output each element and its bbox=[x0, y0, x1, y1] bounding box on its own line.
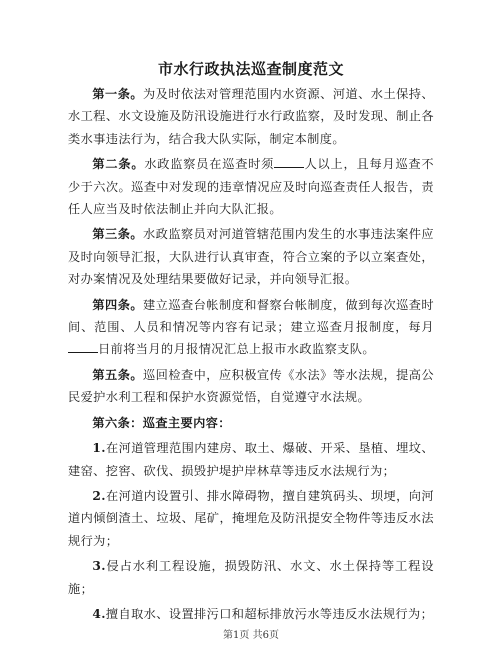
article-label: 第六条： bbox=[92, 415, 143, 430]
fill-blank bbox=[274, 155, 304, 168]
article-4 bbox=[68, 294, 434, 361]
article-text: 为及时依法对管理范围内水资源、河道、水土保持、水工程、水文设施及防汛设施进行水行政监察，及时发现、制止各类水事违法行为，结合我大队实际，制定本制度。 bbox=[68, 87, 434, 146]
article-text: 巡查主要内容： bbox=[142, 415, 231, 430]
article-text: 水政监察员对河道管辖范围内发生的水事违法案件应及时向领导汇报，大队进行认真审查，符合立案的予以立案查处，对办案情况及处理结果要做好记录，并向领导汇报。 bbox=[68, 227, 434, 287]
article-2 bbox=[68, 153, 434, 220]
list-item-text: 在河道内设置引、排水障碍物，擅自建筑码头、坝埂，向河道内倾倒渣土、垃圾、尾矿，掩埋危及防汛提安全物件等违反水法规行为； bbox=[68, 488, 434, 548]
article-6 bbox=[68, 412, 434, 434]
article-text: 巡回检查中，应积极宣传《水法》等水法规，提高公民爱护水利工程和保护水资源觉悟，自觉遵守水法规。 bbox=[68, 367, 434, 405]
list-item bbox=[68, 555, 434, 600]
article-label: 第五条。 bbox=[92, 367, 144, 382]
article-1 bbox=[68, 83, 434, 150]
article-text: 水政监察员在巡查时须 bbox=[144, 157, 275, 172]
list-item-number: 3. bbox=[92, 559, 106, 574]
article-3 bbox=[68, 223, 434, 290]
list-item-number: 1. bbox=[92, 441, 106, 456]
list-item bbox=[68, 485, 434, 552]
list-item-text: 在河道管理范围内建房、取土、爆破、开采、垦植、埋坟、建窑、挖窖、砍伐、损毁护堤护岸林草等违反水法规行为； bbox=[68, 441, 434, 478]
article-label: 第一条。 bbox=[92, 87, 144, 101]
article-5 bbox=[68, 364, 434, 409]
fill-blank bbox=[68, 340, 98, 353]
document-body bbox=[68, 83, 434, 628]
article-label: 第二条。 bbox=[92, 157, 145, 172]
article-label: 第三条。 bbox=[92, 227, 144, 242]
list-item-number: 2. bbox=[92, 488, 106, 503]
list-item-text: 侵占水利工程设施，损毁防汛、水文、水土保持等工程设施； bbox=[68, 559, 434, 596]
list-item-text: 擅自取水、设置排污口和超标排放污水等违反水法规行为； bbox=[105, 606, 434, 621]
article-text: 人以上，且每月巡查不少于六次。巡查中对发现的违章情况应及时向巡查责任人报告，责任人应当及时依法制止并向大队汇报。 bbox=[68, 157, 435, 217]
list-item-number: 4. bbox=[92, 606, 106, 621]
page-footer: 第1页 共6页 bbox=[223, 630, 279, 641]
list-item bbox=[68, 437, 434, 482]
article-text: 建立巡查台帐制度和督察台帐制度，做到每次巡查时间、范围、人员和情况等内容有记录；建立巡查月报制度，每月 bbox=[68, 297, 434, 335]
document-title: 市水行政执法巡查制度范文 bbox=[157, 60, 344, 78]
article-text: 日前将当月的月报情况汇总上报市水政监察支队。 bbox=[98, 342, 375, 357]
list-item bbox=[68, 603, 434, 625]
article-label: 第四条。 bbox=[92, 297, 144, 312]
